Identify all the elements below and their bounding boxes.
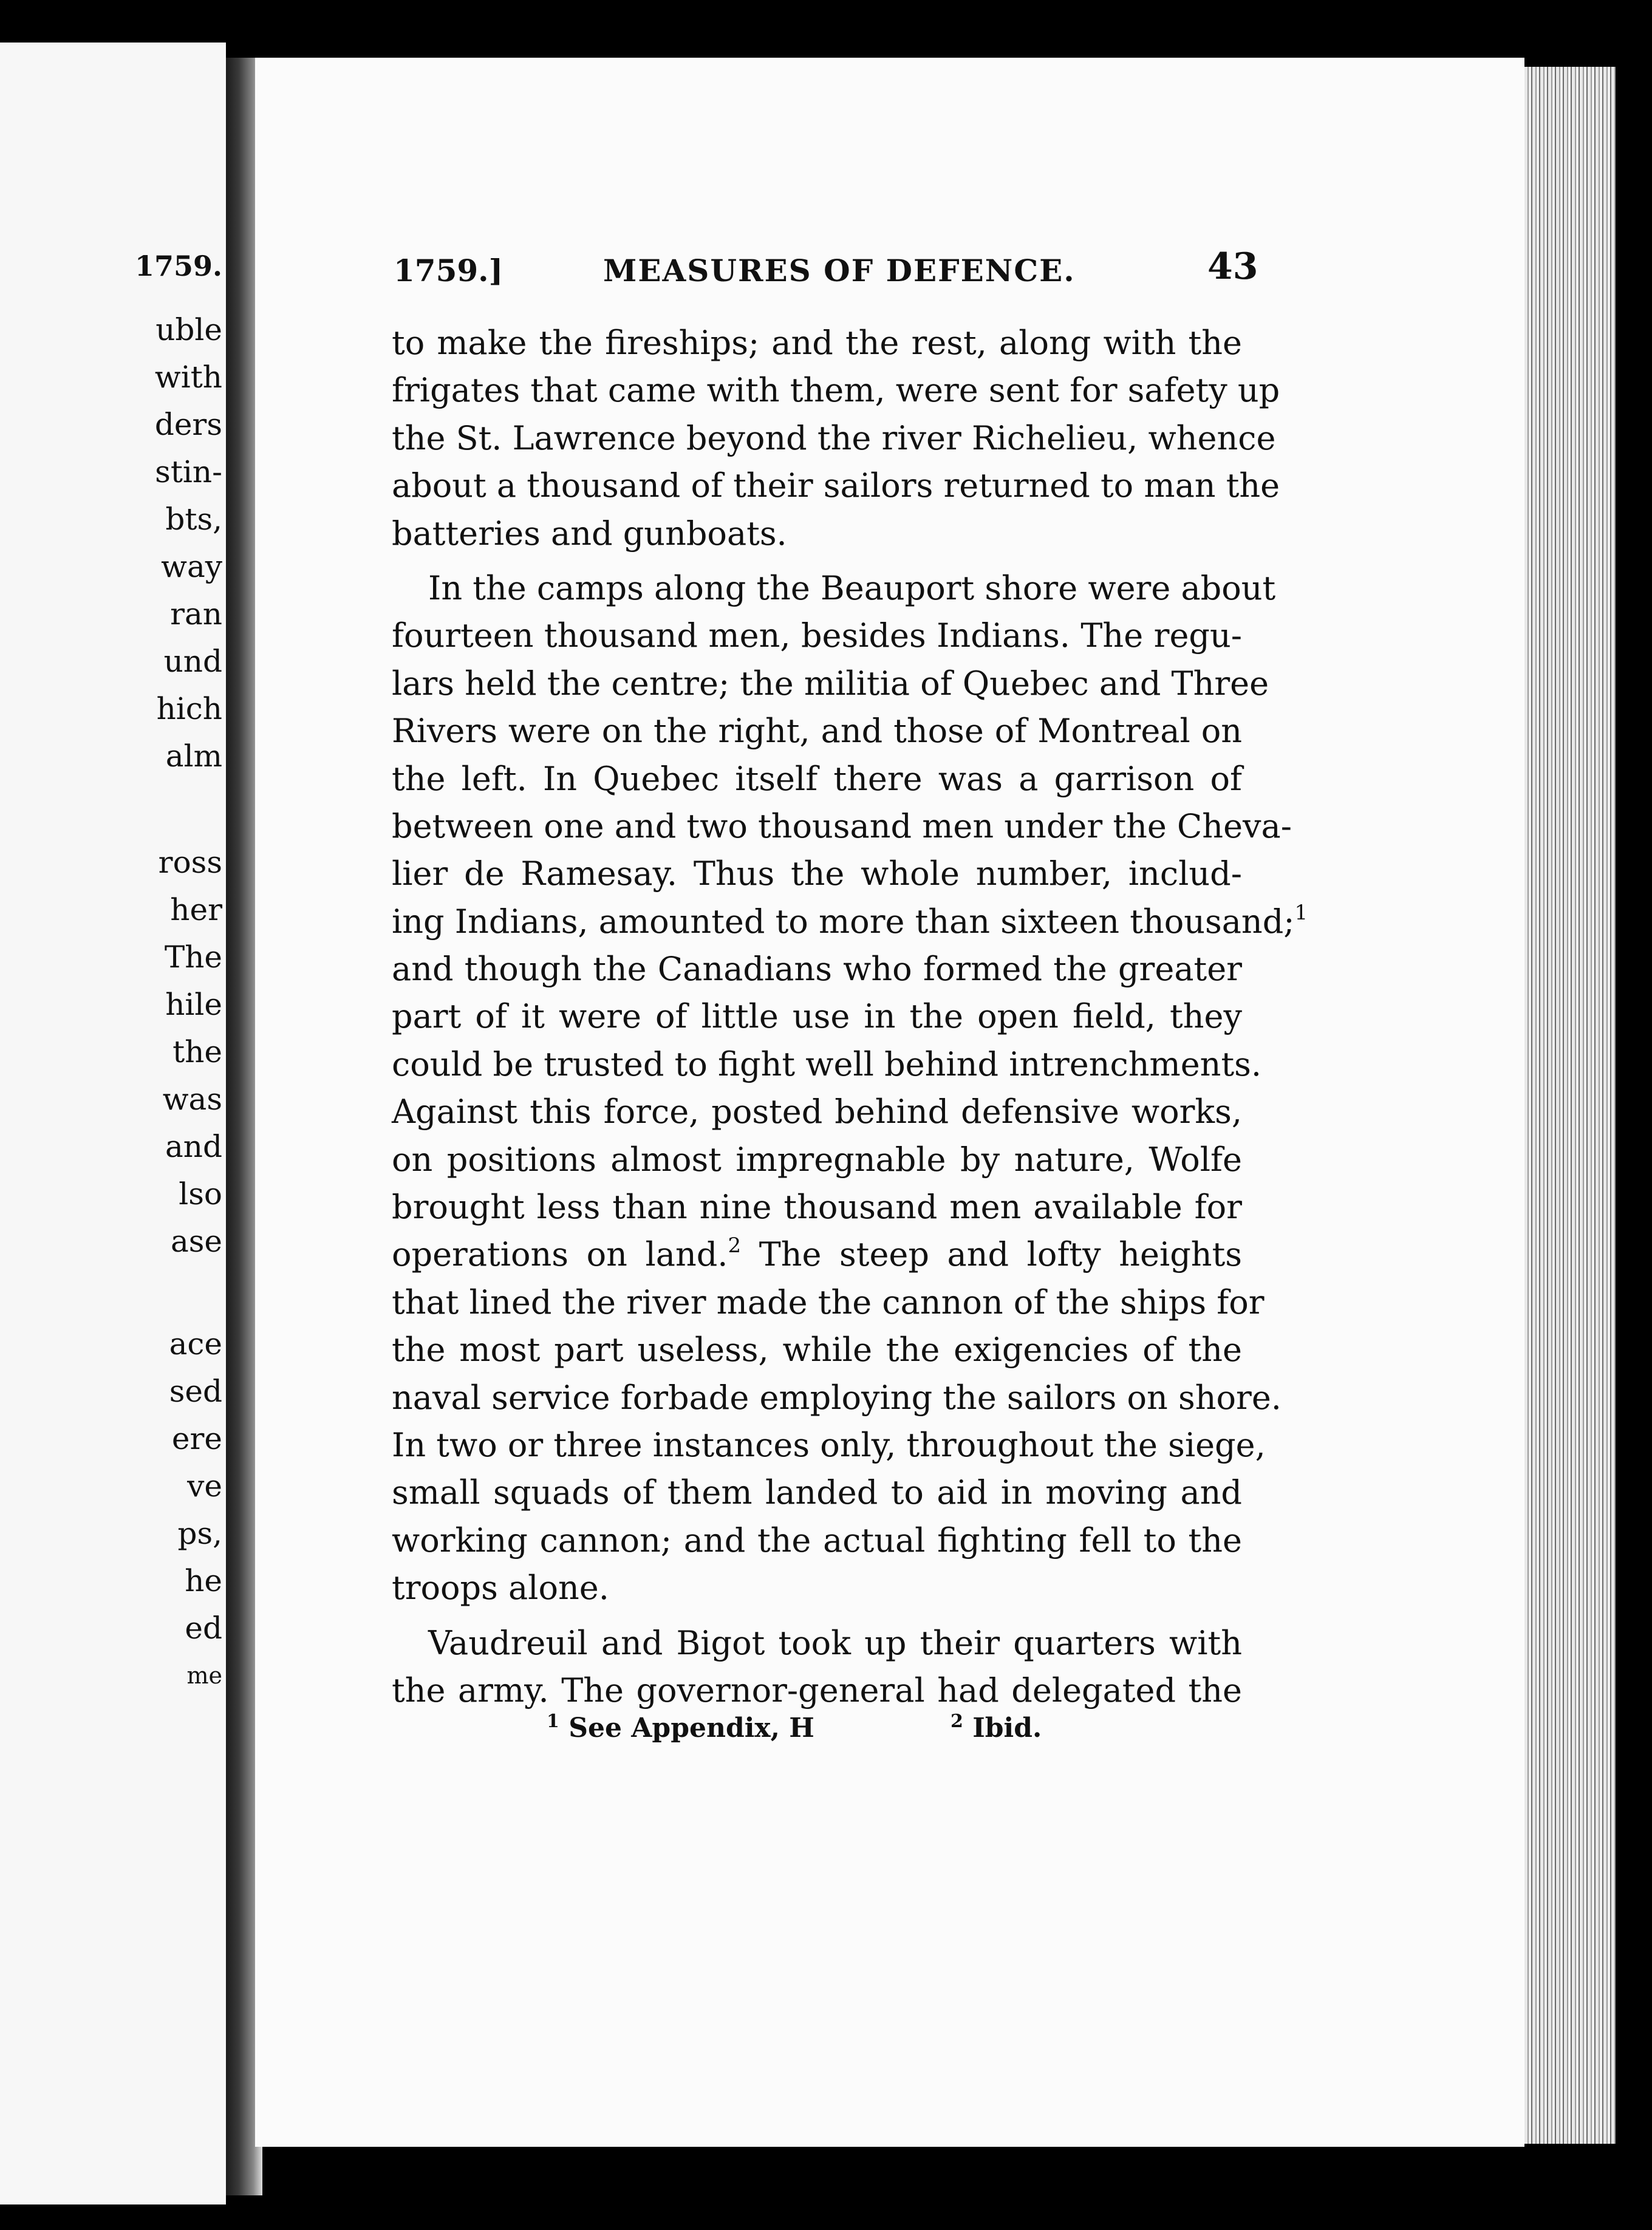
text-segment: operations on land.: [392, 1235, 728, 1274]
footnote-2-text: Ibid.: [972, 1713, 1042, 1744]
text-line: batteries and gunboats.: [392, 514, 787, 553]
page-edges-stack: [1524, 67, 1616, 2144]
prev-page-line-fragment: ere: [171, 1421, 222, 1456]
footnote-reference: 1: [1294, 900, 1308, 925]
text-line: and though the Canadians who formed the greater: [392, 950, 1242, 989]
prev-page-line-fragment: ders: [154, 407, 222, 442]
text-line: the St. Lawrence beyond the river Richelieu, whence: [392, 418, 1276, 457]
footnote-reference: 2: [728, 1233, 742, 1258]
text-line: Rivers were on the right, and those of Montreal on: [392, 712, 1242, 751]
text-line: could be trusted to fight well behind intrenchments.: [392, 1045, 1262, 1083]
text-line: about a thousand of their sailors returned to man the: [392, 466, 1280, 505]
prev-page-line-fragment: hile: [165, 987, 222, 1022]
prev-page-line-fragment: stin-: [155, 454, 222, 489]
text-segment: ing Indians, amounted to more than sixteen thousand;: [392, 902, 1295, 941]
text-line: In two or three instances only, throughout the siege,: [392, 1425, 1266, 1464]
prev-page-line-fragment: ase: [170, 1224, 222, 1259]
prev-page-line-fragment: ace: [169, 1326, 222, 1362]
prev-page-line-fragment: ed: [185, 1611, 222, 1646]
prev-page-line-fragment: ps,: [177, 1516, 222, 1551]
paragraph-gap: [392, 1612, 1242, 1620]
prev-page-line-fragment: und: [163, 644, 222, 679]
prev-page-line-fragment: and: [165, 1129, 222, 1164]
text-line: naval service forbade employing the sailors on shore.: [392, 1378, 1282, 1417]
text-line: small squads of them landed to aid in moving and: [392, 1473, 1242, 1512]
footnote-2: [951, 1713, 1042, 1744]
text-line-with-note: [392, 898, 1308, 946]
running-head-year: 1759.]: [394, 253, 503, 288]
text-line: In the camps along the Beauport shore were about: [428, 568, 1276, 607]
text-line-with-note: [392, 1231, 1242, 1278]
prev-page-line-fragment: sed: [169, 1374, 222, 1409]
footnote-1-text: See Appendix, H: [568, 1713, 814, 1744]
prev-page-line-fragment: he: [185, 1563, 222, 1598]
prev-page-line-fragment: her: [170, 892, 222, 927]
prev-page-line-fragment: the: [172, 1034, 222, 1069]
running-head-title: MEASURES OF DEFENCE.: [603, 253, 1076, 288]
text-line: Vaudreuil and Bigot took up their quarters with: [428, 1623, 1242, 1662]
prev-page-running-year: 1759.: [134, 250, 222, 282]
prev-page-line-fragment: was: [162, 1082, 222, 1117]
text-line: fourteen thousand men, besides Indians. The regu-: [392, 616, 1242, 655]
prev-page-line-fragment: ve: [187, 1468, 222, 1504]
text-line: lars held the centre; the militia of Quebec and Three: [392, 664, 1269, 703]
text-line: to make the fireships; and the rest, along with the: [392, 324, 1242, 362]
text-line: on positions almost impregnable by nature, Wolfe: [392, 1140, 1242, 1179]
text-line: the army. The governor-general had delegated the: [392, 1671, 1242, 1710]
text-line: lier de Ramesay. Thus the whole number, includ-: [392, 854, 1242, 893]
prev-page-line-fragment: ran: [170, 596, 222, 632]
prev-page-line-fragment: The: [164, 939, 222, 975]
prev-page-line-fragment: lso: [179, 1176, 222, 1212]
text-line: brought less than nine thousand men available for: [392, 1188, 1242, 1227]
prev-page-line-fragment: uble: [155, 312, 222, 347]
prev-page-line-fragment: alm: [165, 738, 222, 774]
prev-page-line-fragment: way: [161, 549, 222, 584]
body-text: [392, 319, 1308, 1714]
text-line: working cannon; and the actual fighting fell to the: [392, 1521, 1242, 1560]
footnote-1-mark: 1: [547, 1711, 559, 1732]
footnote-2-mark: 2: [951, 1711, 963, 1732]
running-head: [394, 245, 1258, 288]
text-line: frigates that came with them, were sent for safety up: [392, 371, 1280, 410]
prev-page-line-fragment: with: [154, 360, 222, 395]
footnote-1: [547, 1713, 814, 1744]
footnotes: [547, 1713, 1154, 1755]
text-line: that lined the river made the cannon of the ships for: [392, 1283, 1265, 1321]
text-line: troops alone.: [392, 1569, 609, 1608]
prev-page-line-fragment: bts,: [165, 502, 222, 537]
prev-page-line-fragment: hich: [156, 691, 222, 726]
prev-page-line-fragment: ross: [158, 845, 222, 880]
paragraph-gap: [392, 558, 1242, 565]
text-line: Against this force, posted behind defensive works,: [392, 1093, 1242, 1131]
page-number: 43: [1207, 245, 1258, 288]
previous-page-edge: [0, 43, 226, 2204]
prev-page-footnote-fragment: me: [186, 1662, 222, 1689]
text-segment: The steep and lofty heights: [759, 1235, 1242, 1274]
text-line: part of it were of little use in the open field, they: [392, 997, 1242, 1036]
text-line: between one and two thousand men under the Cheva-: [392, 806, 1292, 845]
text-line: the left. In Quebec itself there was a garrison of: [392, 759, 1242, 798]
text-line: the most part useless, while the exigencies of the: [392, 1331, 1242, 1369]
